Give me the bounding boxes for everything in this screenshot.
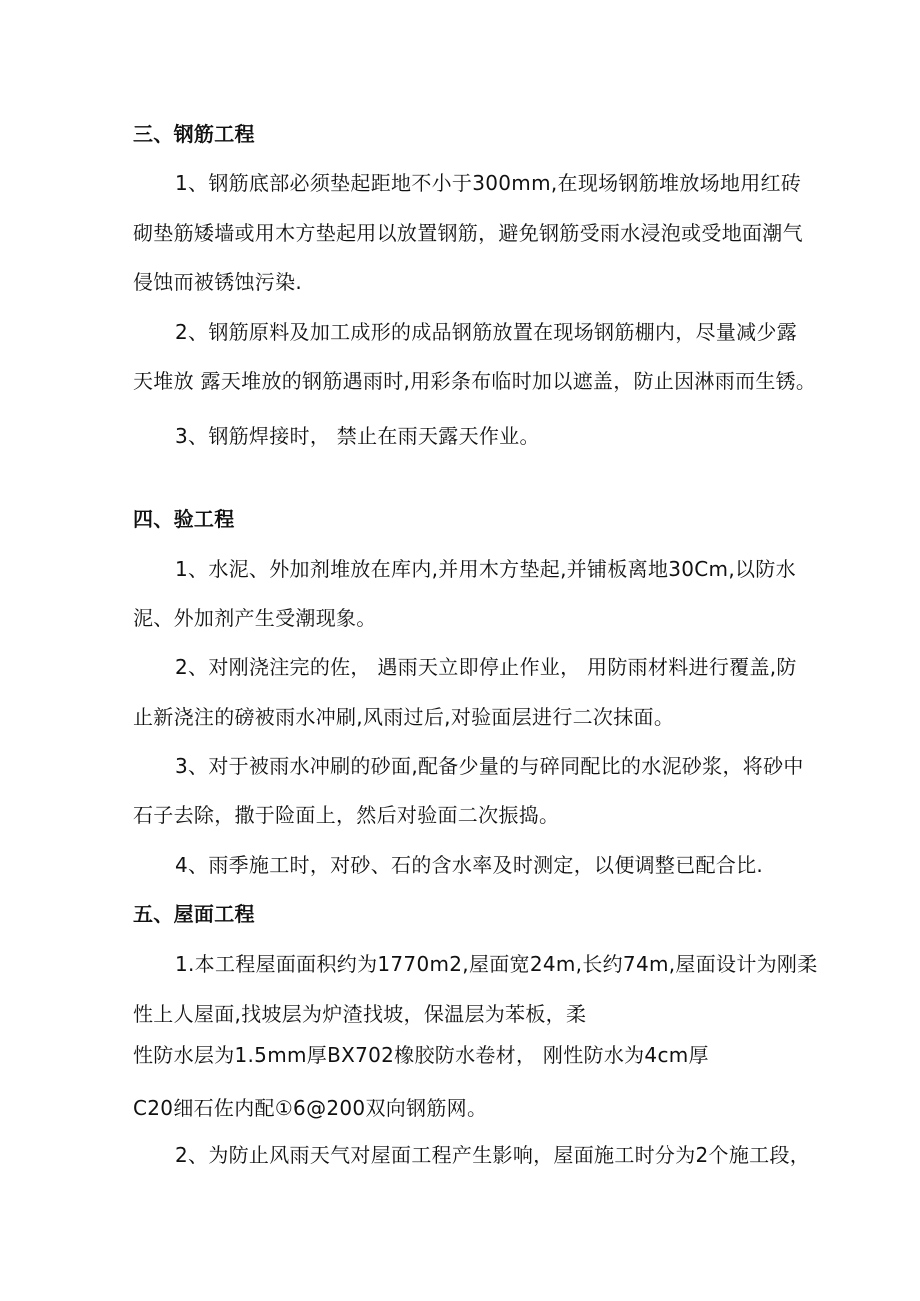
paragraph-line: 天堆放 露天堆放的钢筋遇雨时,用彩条布临时加以遮盖，防止因淋雨而生锈。 <box>133 369 817 393</box>
paragraph-line: 性上人屋面,找坡层为炉渣找坡，保温层为苯板，柔 <box>133 1002 587 1026</box>
section-heading-roofing: 五、屋面工程 <box>133 902 255 926</box>
paragraph-line: 性防水层为1.5mm厚BX702橡胶防水卷材， 刚性防水为4cm厚 <box>133 1043 709 1067</box>
paragraph-line: 石子去除，撒于险面上，然后对验面二次振捣。 <box>133 803 560 827</box>
paragraph-line: 3、对于被雨水冲刷的砂面,配备少量的与碎同配比的水泥砂浆，将砂中 <box>175 754 804 778</box>
paragraph-line: 1.本工程屋面面积约为1770m2,屋面宽24m,长约74m,屋面设计为刚柔 <box>175 952 818 976</box>
paragraph-line: 砌垫筋矮墙或用木方垫起用以放置钢筋，避免钢筋受雨水浸泡或受地面潮气 <box>133 221 803 245</box>
paragraph-line: 1、钢筋底部必须垫起距地不小于300mm,在现场钢筋堆放场地用红砖 <box>175 171 802 195</box>
paragraph-line: 4、雨季施工时，对砂、石的含水率及时测定，以便调整已配合比. <box>175 853 764 877</box>
paragraph-line: 泥、外加剂产生受潮现象。 <box>133 606 377 630</box>
section-heading-rebar: 三、钢筋工程 <box>133 122 255 146</box>
section-heading-concrete: 四、验工程 <box>133 507 235 531</box>
paragraph-line: 1、水泥、外加剂堆放在库内,并用木方垫起,并铺板离地30Cm,以防水 <box>175 557 796 581</box>
paragraph-line: 2、钢筋原料及加工成形的成品钢筋放置在现场钢筋棚内，尽量减少露 <box>175 320 798 344</box>
paragraph-line: C20细石佐内配①6@200双向钢筋网。 <box>133 1096 488 1120</box>
paragraph-line: 2、对刚浇注完的佐， 遇雨天立即停止作业， 用防雨材料进行覆盖,防 <box>175 655 797 679</box>
paragraph-line: 3、钢筋焊接时， 禁止在雨天露天作业。 <box>175 424 540 448</box>
paragraph-line: 侵蚀而被锈蚀污染. <box>133 270 303 294</box>
paragraph-line: 2、为防止风雨天气对屋面工程产生影响，屋面施工时分为2个施工段， <box>175 1143 811 1167</box>
paragraph-line: 止新浇注的磅被雨水冲刷,风雨过后,对验面层进行二次抹面。 <box>133 705 675 729</box>
